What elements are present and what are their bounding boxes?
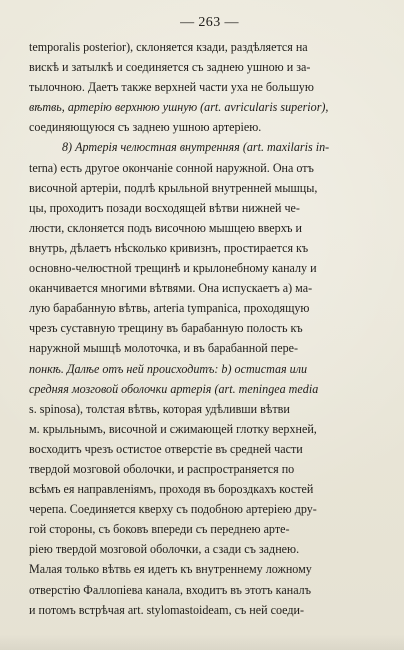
text-line-15: чрезъ суставную трещину въ барабанную полость къ: [29, 321, 303, 336]
text-line-29: и потомъ встрѣчая art. stylomastoideam, съ ней соеди-: [29, 602, 305, 617]
text-line-14: лую барабанную вѣтвь, arteria tympanica, проходящую: [29, 301, 310, 316]
text-line-25: гой стороны, съ боковъ впереди съ переднею арте-: [29, 522, 290, 537]
text-line-6: 8) Артерія челюстная внутренняя (art. maxilaris in-: [62, 140, 330, 155]
text-line-27: Малая только вѣтвь ея идетъ къ внутреннему ложному: [29, 562, 312, 577]
text-line-5: соединяющуюся съ заднею ушною артеріею.: [29, 120, 262, 135]
text-line-11: внутрь, дѣлаетъ нѣсколько кривизнъ, простирается къ: [29, 240, 309, 255]
page-number: — 263 —: [180, 15, 239, 30]
text-line-8: височной артеріи, подлѣ крыльной внутренней мышцы,: [29, 180, 318, 195]
text-line-19: s. spinosa), толстая вѣтвь, которая удѣливши вѣтви: [29, 401, 290, 416]
text-line-17: понкѣ. Далѣе отъ ней происходитъ: b) остистая или: [29, 361, 308, 376]
text-line-13: оканчивается многими вѣтвями. Она испускаетъ a) ма-: [29, 281, 313, 296]
text-line-20: м. крыльнымъ, височной и сжимающей глотку верхней,: [29, 421, 317, 436]
text-line-21: восходитъ чрезъ остистое отверстіе въ средней части: [29, 441, 303, 456]
text-line-16: наружной мышцѣ молоточка, и въ барабанной пере-: [29, 341, 299, 356]
text-line-4: вѣтвь, артерію верхнюю ушную (art. avricularis superior),: [29, 100, 329, 115]
text-line-9: цы, проходитъ позади восходящей вѣтви нижней че-: [29, 200, 300, 215]
text-line-12: основно-челюстной трещинѣ и крылонебному каналу и: [29, 261, 317, 276]
text-line-28: отверстію Фаллопіева канала, входитъ въ этотъ каналъ: [29, 582, 311, 597]
text-line-10: люсти, склоняется подъ височною мышцею вверхъ и: [29, 220, 302, 235]
text-line-18: средняя мозговой оболочки артерія (art. meningea media: [29, 381, 319, 396]
body-text: [29, 37, 388, 620]
text-line-3: тылочною. Даетъ также верхней части уха не большую: [29, 80, 314, 95]
text-line-23: всѣмъ ея направленіямъ, проходя въ бороздкахъ костей: [29, 482, 314, 497]
text-line-26: ріею твердой мозговой оболочки, а сзади съ заднею.: [29, 542, 300, 557]
text-line-2: вискѣ и затылкѣ и соединяется съ заднею ушною и за-: [29, 60, 311, 75]
page-shadow: [0, 634, 404, 650]
text-line-7: terna) есть другое окончаніе сонной наружной. Она отъ: [29, 160, 314, 175]
text-line-24: черепа. Соединяется кверху съ подобною артеріею дру-: [29, 502, 317, 517]
text-line-22: твердой мозговой оболочки, и распространяется по: [29, 461, 295, 476]
text-line-1: temporalis posterior), склоняется кзади, раздѣляется на: [29, 40, 308, 54]
